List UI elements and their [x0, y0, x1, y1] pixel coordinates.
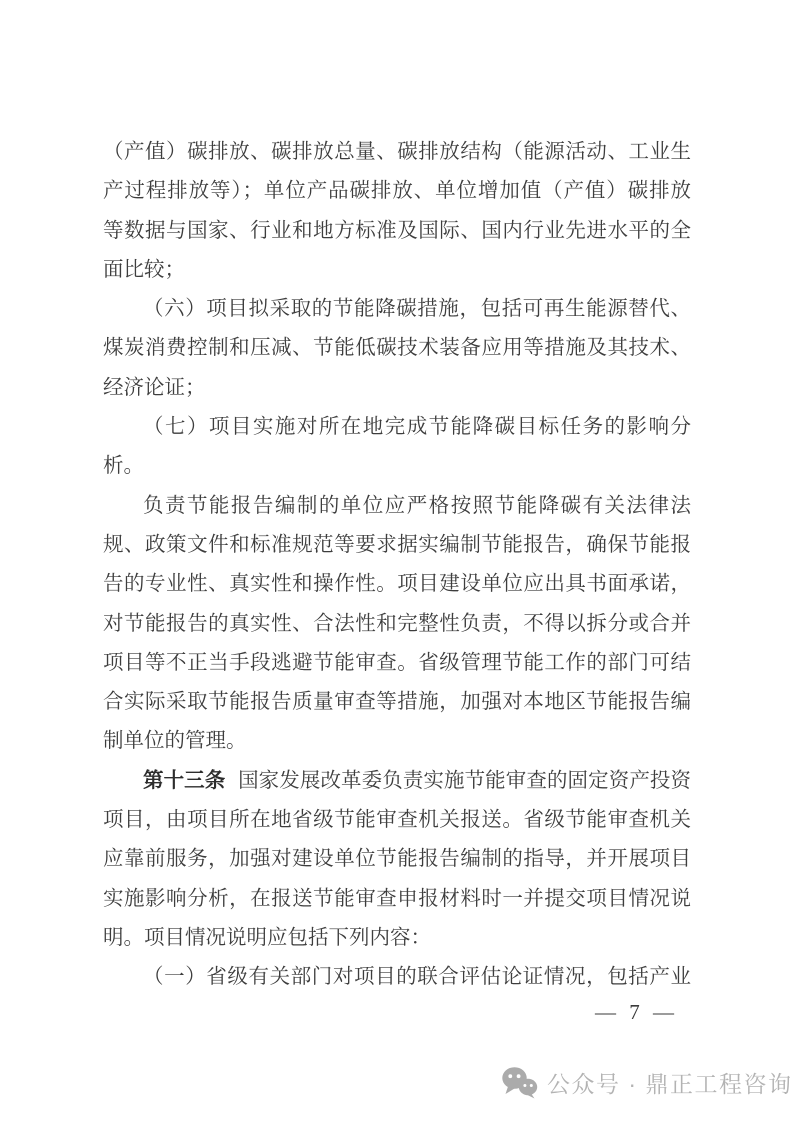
wechat-icon — [501, 1066, 538, 1099]
document-line-article-13 — [103, 762, 691, 801]
document-line: （产值）碳排放、碳排放总量、碳排放结构（能源活动、工业生 — [103, 141, 691, 163]
document-line: 项目，由项目所在地省级节能审查机关报送。省级节能审查机关 — [103, 809, 691, 832]
document-line: （六）项目拟采取的节能降碳措施，包括可再生能源替代、 — [143, 298, 691, 321]
document-line: 经济论证； — [103, 376, 206, 399]
wechat-watermark — [501, 1066, 792, 1099]
document-line: 析。 — [103, 455, 144, 478]
document-line: 产过程排放等）；单位产品碳排放、单位增加值（产值）碳排放 — [103, 180, 691, 203]
document-line: 制单位的管理。 — [103, 730, 247, 753]
article-text: 国家发展改革委负责实施节能审查的固定资产投资 — [238, 769, 691, 792]
document-line: （七）项目实施对所在地完成节能降碳目标任务的影响分 — [143, 416, 691, 439]
document-line: 对节能报告的真实性、合法性和完整性负责，不得以拆分或合并 — [103, 612, 691, 635]
document-body — [103, 133, 691, 998]
document-line: 面比较； — [103, 258, 185, 281]
document-line: 规、政策文件和标准规范等要求据实编制节能报告，确保节能报 — [103, 533, 691, 556]
document-line: 项目等不正当手段逃避节能审查。省级管理节能工作的部门可结 — [103, 651, 691, 674]
document-line: 实施影响分析，在报送节能审查申报材料时一并提交项目情况说 — [103, 887, 691, 910]
document-line: 明。项目情况说明应包括下列内容： — [103, 926, 431, 949]
document-line: 煤炭消费控制和压减、节能低碳技术装备应用等措施及其技术、 — [103, 337, 691, 360]
document-line: （一）省级有关部门对项目的联合评估论证情况，包括产业 — [143, 966, 691, 989]
document-line: 告的专业性、真实性和操作性。项目建设单位应出具书面承诺， — [103, 573, 691, 596]
article-number-label: 第十三条 — [143, 769, 226, 792]
document-line: 负责节能报告编制的单位应严格按照节能降碳有关法律法 — [143, 494, 691, 517]
document-line: 合实际采取节能报告质量审查等措施，加强对本地区节能报告编 — [103, 691, 691, 714]
page-number: — 7 — — [595, 1000, 678, 1024]
wechat-account-label: 公众号 · 鼎正工程咨询 — [547, 1071, 793, 1097]
document-line: 应靠前服务，加强对建设单位节能报告编制的指导，并开展项目 — [103, 848, 691, 871]
document-line: 等数据与国家、行业和地方标准及国际、国内行业先进水平的全 — [103, 219, 691, 242]
